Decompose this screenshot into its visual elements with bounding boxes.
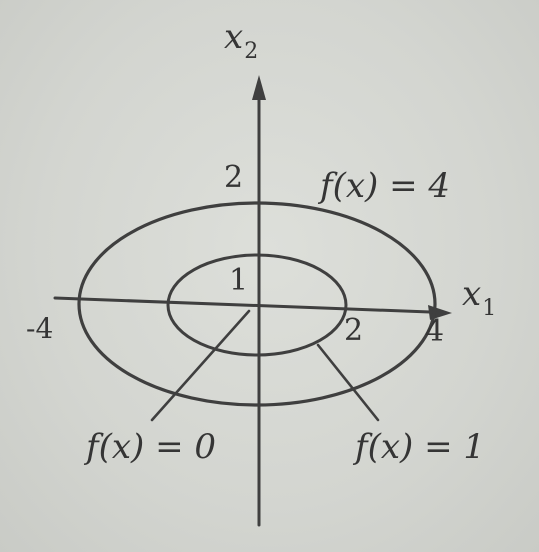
tick-label-x-2: 2 — [344, 313, 364, 348]
contour-label-f4: f(x) = 4 — [320, 166, 451, 206]
tick-label-y-2: 2 — [224, 160, 244, 195]
x1-axis-label: $x_1$ — [462, 274, 497, 321]
contour-label-f1: f(x) = 1 — [355, 427, 486, 467]
contour-label-f0: f(x) = 0 — [86, 427, 217, 467]
x2-axis-label: $x_2$ — [224, 17, 259, 64]
contour-f-equals-4 — [79, 203, 435, 405]
x2-axis-arrowhead — [252, 75, 266, 100]
tick-label-x-4: 4 — [425, 314, 445, 349]
tick-label-y-1: 1 — [229, 263, 249, 298]
tick-label-x-neg4: -4 — [26, 312, 54, 345]
x1-axis — [55, 298, 430, 312]
